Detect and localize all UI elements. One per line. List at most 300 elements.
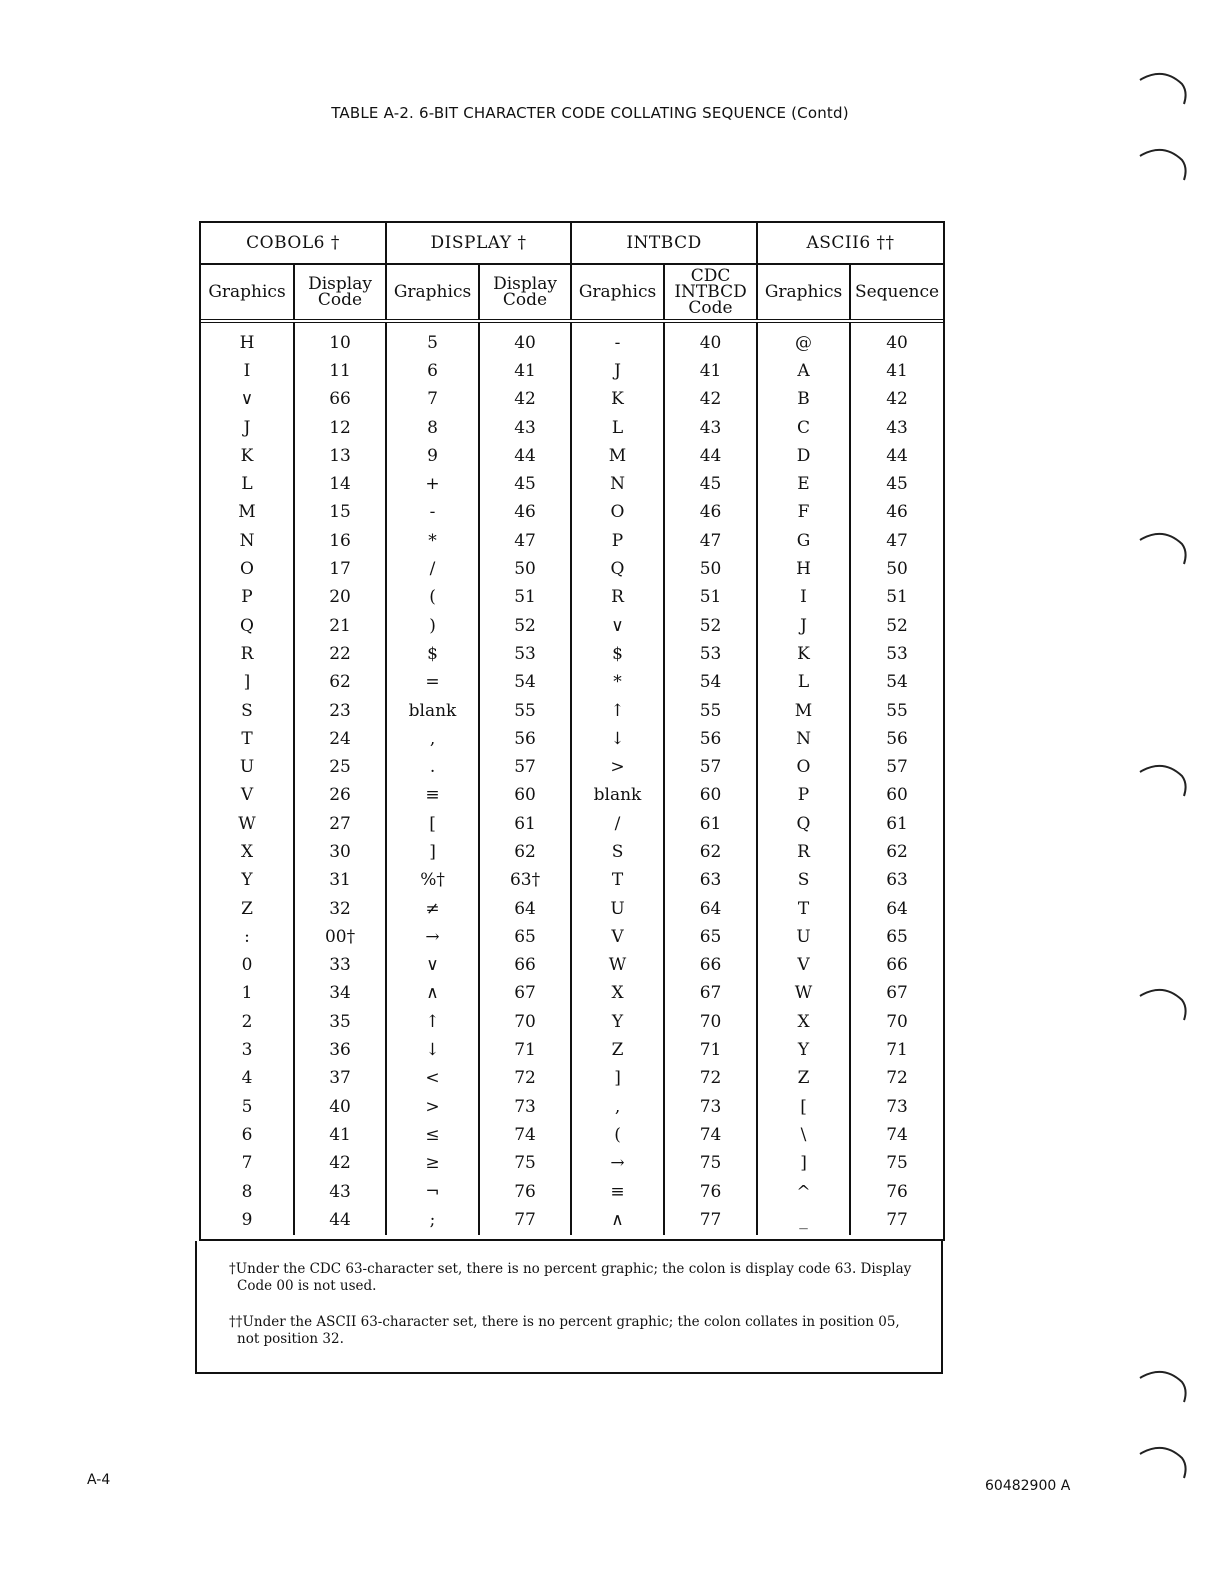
table-cell: 14	[294, 470, 386, 498]
table-cell: >	[571, 753, 664, 781]
table-cell: ∨	[571, 612, 664, 640]
table-cell: 66	[479, 952, 571, 980]
table-cell: 71	[664, 1036, 757, 1064]
table-cell: ↓	[386, 1036, 479, 1064]
table-cell: .	[386, 753, 479, 781]
table-cell: S	[241, 700, 253, 721]
table-cell: N	[239, 530, 255, 551]
table-cell: Y	[571, 1008, 664, 1036]
table-cell: 57	[664, 753, 757, 781]
collating-sequence-table	[199, 221, 945, 1241]
table-cell: 44	[294, 1206, 386, 1234]
table-cell: 17	[294, 555, 386, 583]
table-cell: 77	[850, 1206, 943, 1234]
table-cell: 75	[479, 1150, 571, 1178]
table-cell: J	[757, 612, 850, 640]
table-cell: /	[571, 810, 664, 838]
table-cell: 66	[664, 952, 757, 980]
column-header: Display Code	[479, 264, 571, 321]
table-cell: $	[386, 640, 479, 668]
table-cell: 35	[294, 1008, 386, 1036]
page-title: TABLE A-2. 6-BIT CHARACTER CODE COLLATING SEQUENCE (Contd)	[331, 104, 849, 122]
table-cell: X	[240, 841, 254, 862]
table-cell: 74	[664, 1121, 757, 1149]
page-number: A-4	[87, 1472, 111, 1488]
document-number: 60482900 A	[985, 1478, 1071, 1494]
table-row	[201, 697, 943, 725]
table-cell: 3	[241, 1040, 253, 1061]
table-cell: 70	[479, 1008, 571, 1036]
table-cell: 76	[664, 1178, 757, 1206]
table-cell: Z	[757, 1065, 850, 1093]
table-cell: →	[571, 1150, 664, 1178]
table-row	[201, 867, 943, 895]
table-cell: ;	[386, 1206, 479, 1234]
table-row	[201, 1065, 943, 1093]
table-row	[201, 470, 943, 498]
table-cell: ^	[757, 1178, 850, 1206]
table-cell: 51	[479, 584, 571, 612]
table-cell: 45	[664, 470, 757, 498]
table-cell: 67	[664, 980, 757, 1008]
table-cell: 45	[479, 470, 571, 498]
table-cell: 41	[294, 1121, 386, 1149]
table-cell: ∧	[571, 1206, 664, 1234]
table-cell: ,	[386, 725, 479, 753]
table-cell: 56	[850, 725, 943, 753]
table-row	[201, 527, 943, 555]
table-cell: 64	[479, 895, 571, 923]
table-row	[201, 555, 943, 583]
table-cell: U	[571, 895, 664, 923]
table-cell: 61	[479, 810, 571, 838]
table-row	[201, 321, 943, 357]
table-cell: 61	[850, 810, 943, 838]
table-cell: 00†	[294, 923, 386, 951]
table-row	[201, 782, 943, 810]
table-cell: 55	[479, 697, 571, 725]
table-cell: 63	[664, 867, 757, 895]
table-cell: X	[757, 1008, 850, 1036]
table-cell: R	[240, 643, 254, 664]
table-cell: P	[241, 587, 253, 608]
group-header-ascii6: ASCII6 ††	[757, 223, 943, 264]
table-cell: =	[386, 669, 479, 697]
footnotes	[195, 1241, 943, 1374]
table-cell: blank	[386, 697, 479, 725]
table-row	[201, 414, 943, 442]
table-cell: 70	[664, 1008, 757, 1036]
table-cell: 55	[850, 697, 943, 725]
table-cell: ]	[386, 838, 479, 866]
table-cell: 51	[664, 584, 757, 612]
table-cell: 66	[850, 952, 943, 980]
table-cell: -	[386, 499, 479, 527]
table-cell: 50	[850, 555, 943, 583]
table-cell: E	[757, 470, 850, 498]
table-row	[201, 386, 943, 414]
table-cell: L	[571, 414, 664, 442]
table-row	[201, 1150, 943, 1178]
table-cell: ≤	[386, 1121, 479, 1149]
table-cell: 33	[294, 952, 386, 980]
table-cell: Y	[757, 1036, 850, 1064]
table-cell: 73	[479, 1093, 571, 1121]
table-cell: ]	[757, 1150, 850, 1178]
table-cell: N	[571, 470, 664, 498]
column-header: CDC INTBCD Code	[664, 264, 757, 321]
table-cell: 13	[294, 442, 386, 470]
table-cell: 71	[479, 1036, 571, 1064]
table-cell: W	[238, 813, 256, 834]
table-row	[201, 612, 943, 640]
table-cell: W	[757, 980, 850, 1008]
table-row	[201, 584, 943, 612]
table-cell: 44	[850, 442, 943, 470]
table-cell: 63†	[479, 867, 571, 895]
table-cell: 75	[664, 1150, 757, 1178]
table-cell: K	[571, 386, 664, 414]
table-row	[201, 1036, 943, 1064]
table-cell: 8	[241, 1181, 253, 1202]
table-row	[201, 923, 943, 951]
table-cell: 65	[850, 923, 943, 951]
table-cell: :	[244, 926, 250, 947]
column-header: Display Code	[294, 264, 386, 321]
table-cell: ↑	[571, 697, 664, 725]
group-header-cobol6: COBOL6 †	[201, 223, 386, 264]
table-cell: M	[757, 697, 850, 725]
table-cell: 42	[850, 386, 943, 414]
table-cell: H	[239, 332, 255, 353]
table-row	[201, 1008, 943, 1036]
table-cell: V	[571, 923, 664, 951]
table-cell: C	[757, 414, 850, 442]
table-cell: 55	[664, 697, 757, 725]
table-cell: blank	[571, 782, 664, 810]
table-cell: 76	[850, 1178, 943, 1206]
table-cell: 44	[664, 442, 757, 470]
table-cell: D	[757, 442, 850, 470]
table-cell: 74	[850, 1121, 943, 1149]
table-cell: 9	[241, 1209, 253, 1230]
table-cell: ¬	[386, 1178, 479, 1206]
table-cell: \	[757, 1121, 850, 1149]
table-cell: 70	[850, 1008, 943, 1036]
table-cell: <	[386, 1065, 479, 1093]
binder-hole-mark	[1138, 986, 1188, 1022]
table-cell: R	[757, 838, 850, 866]
table-cell: 62	[850, 838, 943, 866]
table-cell: >	[386, 1093, 479, 1121]
table-cell: 24	[294, 725, 386, 753]
table-cell: 56	[479, 725, 571, 753]
table-cell: 21	[294, 612, 386, 640]
table-cell: 67	[850, 980, 943, 1008]
table-cell: 75	[850, 1150, 943, 1178]
table-cell: 41	[479, 357, 571, 385]
column-header: Graphics	[201, 264, 294, 321]
table-cell: V	[757, 952, 850, 980]
table-cell: 31	[294, 867, 386, 895]
table-cell: 43	[664, 414, 757, 442]
table-row	[201, 499, 943, 527]
table-cell: 50	[664, 555, 757, 583]
table-cell: 52	[664, 612, 757, 640]
table-cell: 47	[850, 527, 943, 555]
table-cell: V	[240, 785, 254, 806]
footnote-2: ††Under the ASCII 63-character set, there is no percent graphic; the colon collates in position 05, not position 32.	[229, 1314, 900, 1347]
group-header-intbcd: INTBCD	[571, 223, 757, 264]
table-cell: F	[757, 499, 850, 527]
table-cell: L	[241, 474, 253, 495]
table-cell: 40	[479, 321, 571, 357]
footnote-1: †Under the CDC 63-character set, there is no percent graphic; the colon is display code 63. Display Code 00 is not used.	[229, 1261, 912, 1294]
table-cell: ,	[571, 1093, 664, 1121]
table-cell: 8	[386, 414, 479, 442]
table-cell: ∧	[386, 980, 479, 1008]
table-cell: T	[241, 728, 253, 749]
table-cell: 73	[664, 1093, 757, 1121]
table-cell: ≥	[386, 1150, 479, 1178]
binder-hole-mark	[1138, 762, 1188, 798]
table-cell: [	[386, 810, 479, 838]
table-row	[201, 753, 943, 781]
table-cell: 71	[850, 1036, 943, 1064]
table-cell: 43	[294, 1178, 386, 1206]
table-cell: A	[757, 357, 850, 385]
table-cell: 73	[850, 1093, 943, 1121]
table-cell: B	[757, 386, 850, 414]
table-cell: G	[757, 527, 850, 555]
table-cell: %†	[386, 867, 479, 895]
table-cell: H	[757, 555, 850, 583]
table-cell: +	[386, 470, 479, 498]
table-cell: 51	[850, 584, 943, 612]
table-cell: O	[757, 753, 850, 781]
table-cell: )	[386, 612, 479, 640]
column-header: Graphics	[386, 264, 479, 321]
table-cell: P	[757, 782, 850, 810]
table-cell: 54	[479, 669, 571, 697]
table-cell: 45	[850, 470, 943, 498]
table-cell: 46	[479, 499, 571, 527]
group-header-display: DISPLAY †	[386, 223, 571, 264]
table-cell: 74	[479, 1121, 571, 1149]
table-cell: M	[238, 502, 256, 523]
table-cell: 65	[664, 923, 757, 951]
table-row	[201, 357, 943, 385]
table-cell: 7	[241, 1153, 253, 1174]
table-cell: R	[571, 584, 664, 612]
table-cell: 40	[850, 321, 943, 357]
table-cell: 62	[664, 838, 757, 866]
table-cell: 72	[850, 1065, 943, 1093]
table-cell: *	[386, 527, 479, 555]
binder-hole-mark	[1138, 70, 1188, 106]
table-cell: N	[757, 725, 850, 753]
table-row	[201, 810, 943, 838]
table-cell: I	[243, 360, 251, 381]
table-cell: 47	[479, 527, 571, 555]
table-row	[201, 952, 943, 980]
table-cell: 16	[294, 527, 386, 555]
table-cell: _	[757, 1206, 850, 1234]
table-row	[201, 1206, 943, 1234]
table-body	[201, 321, 943, 1235]
table-cell: 47	[664, 527, 757, 555]
table-row	[201, 1093, 943, 1121]
table-cell: S	[757, 867, 850, 895]
table-cell: ∨	[240, 389, 254, 410]
table-row	[201, 640, 943, 668]
table-cell: 40	[664, 321, 757, 357]
table-cell: 63	[850, 867, 943, 895]
table-cell: *	[571, 669, 664, 697]
table-cell: K	[240, 445, 254, 466]
table-cell: 12	[294, 414, 386, 442]
table-cell: 41	[850, 357, 943, 385]
table-cell: 11	[294, 357, 386, 385]
table-cell: ↑	[386, 1008, 479, 1036]
table-cell: 4	[241, 1068, 253, 1089]
table-row	[201, 725, 943, 753]
table-cell: 62	[294, 669, 386, 697]
table-cell: 0	[241, 955, 253, 976]
table-cell: T	[757, 895, 850, 923]
table-cell: 26	[294, 782, 386, 810]
table-cell: 5	[241, 1096, 253, 1117]
table-row	[201, 980, 943, 1008]
table-cell: 65	[479, 923, 571, 951]
table-cell: [	[757, 1093, 850, 1121]
table-cell: 54	[850, 669, 943, 697]
table-cell: 67	[479, 980, 571, 1008]
table-cell: J	[571, 357, 664, 385]
table-cell: U	[239, 757, 255, 778]
table-cell: 72	[479, 1065, 571, 1093]
binder-hole-mark	[1138, 530, 1188, 566]
table-cell: W	[571, 952, 664, 980]
table-cell: 41	[664, 357, 757, 385]
table-cell: -	[571, 321, 664, 357]
table-cell: 64	[664, 895, 757, 923]
table-cell: 7	[386, 386, 479, 414]
table-cell: ∨	[386, 952, 479, 980]
table-cell: 37	[294, 1065, 386, 1093]
table-cell: 30	[294, 838, 386, 866]
table-cell: 46	[664, 499, 757, 527]
table-cell: 42	[294, 1150, 386, 1178]
table-cell: 46	[850, 499, 943, 527]
table-cell: 36	[294, 1036, 386, 1064]
table-cell: 6	[386, 357, 479, 385]
table-cell: Q	[757, 810, 850, 838]
table-cell: S	[571, 838, 664, 866]
table-cell: 9	[386, 442, 479, 470]
table-cell: Z	[571, 1036, 664, 1064]
table-cell: 15	[294, 499, 386, 527]
table-cell: ]	[571, 1065, 664, 1093]
table-cell: 62	[479, 838, 571, 866]
table-cell: 52	[850, 612, 943, 640]
table-cell: M	[571, 442, 664, 470]
table-cell: I	[757, 584, 850, 612]
table-cell: →	[386, 923, 479, 951]
table-cell: 60	[664, 782, 757, 810]
table-cell: P	[571, 527, 664, 555]
table-cell: 50	[479, 555, 571, 583]
table-cell: 66	[294, 386, 386, 414]
table-cell: Q	[240, 615, 254, 636]
table-cell: O	[240, 559, 254, 580]
column-header: Graphics	[757, 264, 850, 321]
table-row	[201, 1121, 943, 1149]
table-cell: K	[757, 640, 850, 668]
table-cell: 52	[479, 612, 571, 640]
table-cell: 60	[850, 782, 943, 810]
table-cell: 42	[479, 386, 571, 414]
table-cell: Z	[241, 898, 253, 919]
table-cell: 42	[664, 386, 757, 414]
table-cell: 60	[479, 782, 571, 810]
table-row	[201, 895, 943, 923]
table-row	[201, 838, 943, 866]
table-cell: U	[757, 923, 850, 951]
table-cell: 53	[479, 640, 571, 668]
column-header: Graphics	[571, 264, 664, 321]
table-cell: Q	[571, 555, 664, 583]
table-cell: 5	[386, 321, 479, 357]
table-cell: 77	[479, 1206, 571, 1234]
table-cell: ≠	[386, 895, 479, 923]
table-cell: $	[571, 640, 664, 668]
table-cell: 40	[294, 1093, 386, 1121]
table-cell: T	[571, 867, 664, 895]
table-cell: 23	[294, 697, 386, 725]
binder-hole-mark	[1138, 146, 1188, 182]
table-cell: 57	[850, 753, 943, 781]
table-cell: 54	[664, 669, 757, 697]
binder-hole-mark	[1138, 1368, 1188, 1404]
table-cell: 20	[294, 584, 386, 612]
table-cell: ≡	[386, 782, 479, 810]
table-row	[201, 1178, 943, 1206]
table-cell: 76	[479, 1178, 571, 1206]
table-row	[201, 442, 943, 470]
table-cell: 32	[294, 895, 386, 923]
table-cell: 34	[294, 980, 386, 1008]
table-cell: 64	[850, 895, 943, 923]
table-cell: 53	[850, 640, 943, 668]
table-cell: 6	[241, 1124, 253, 1145]
binder-hole-mark	[1138, 1444, 1188, 1480]
table-cell: 43	[479, 414, 571, 442]
table-cell: 53	[664, 640, 757, 668]
column-header: Sequence	[850, 264, 943, 321]
table-cell: @	[757, 321, 850, 357]
table-cell: 22	[294, 640, 386, 668]
table-cell: Y	[241, 870, 253, 891]
table-cell: 25	[294, 753, 386, 781]
table-row	[201, 669, 943, 697]
table-cell: 57	[479, 753, 571, 781]
table-cell: (	[571, 1121, 664, 1149]
table-cell: 72	[664, 1065, 757, 1093]
table-cell: L	[757, 669, 850, 697]
table-cell: 27	[294, 810, 386, 838]
table-cell: 10	[294, 321, 386, 357]
